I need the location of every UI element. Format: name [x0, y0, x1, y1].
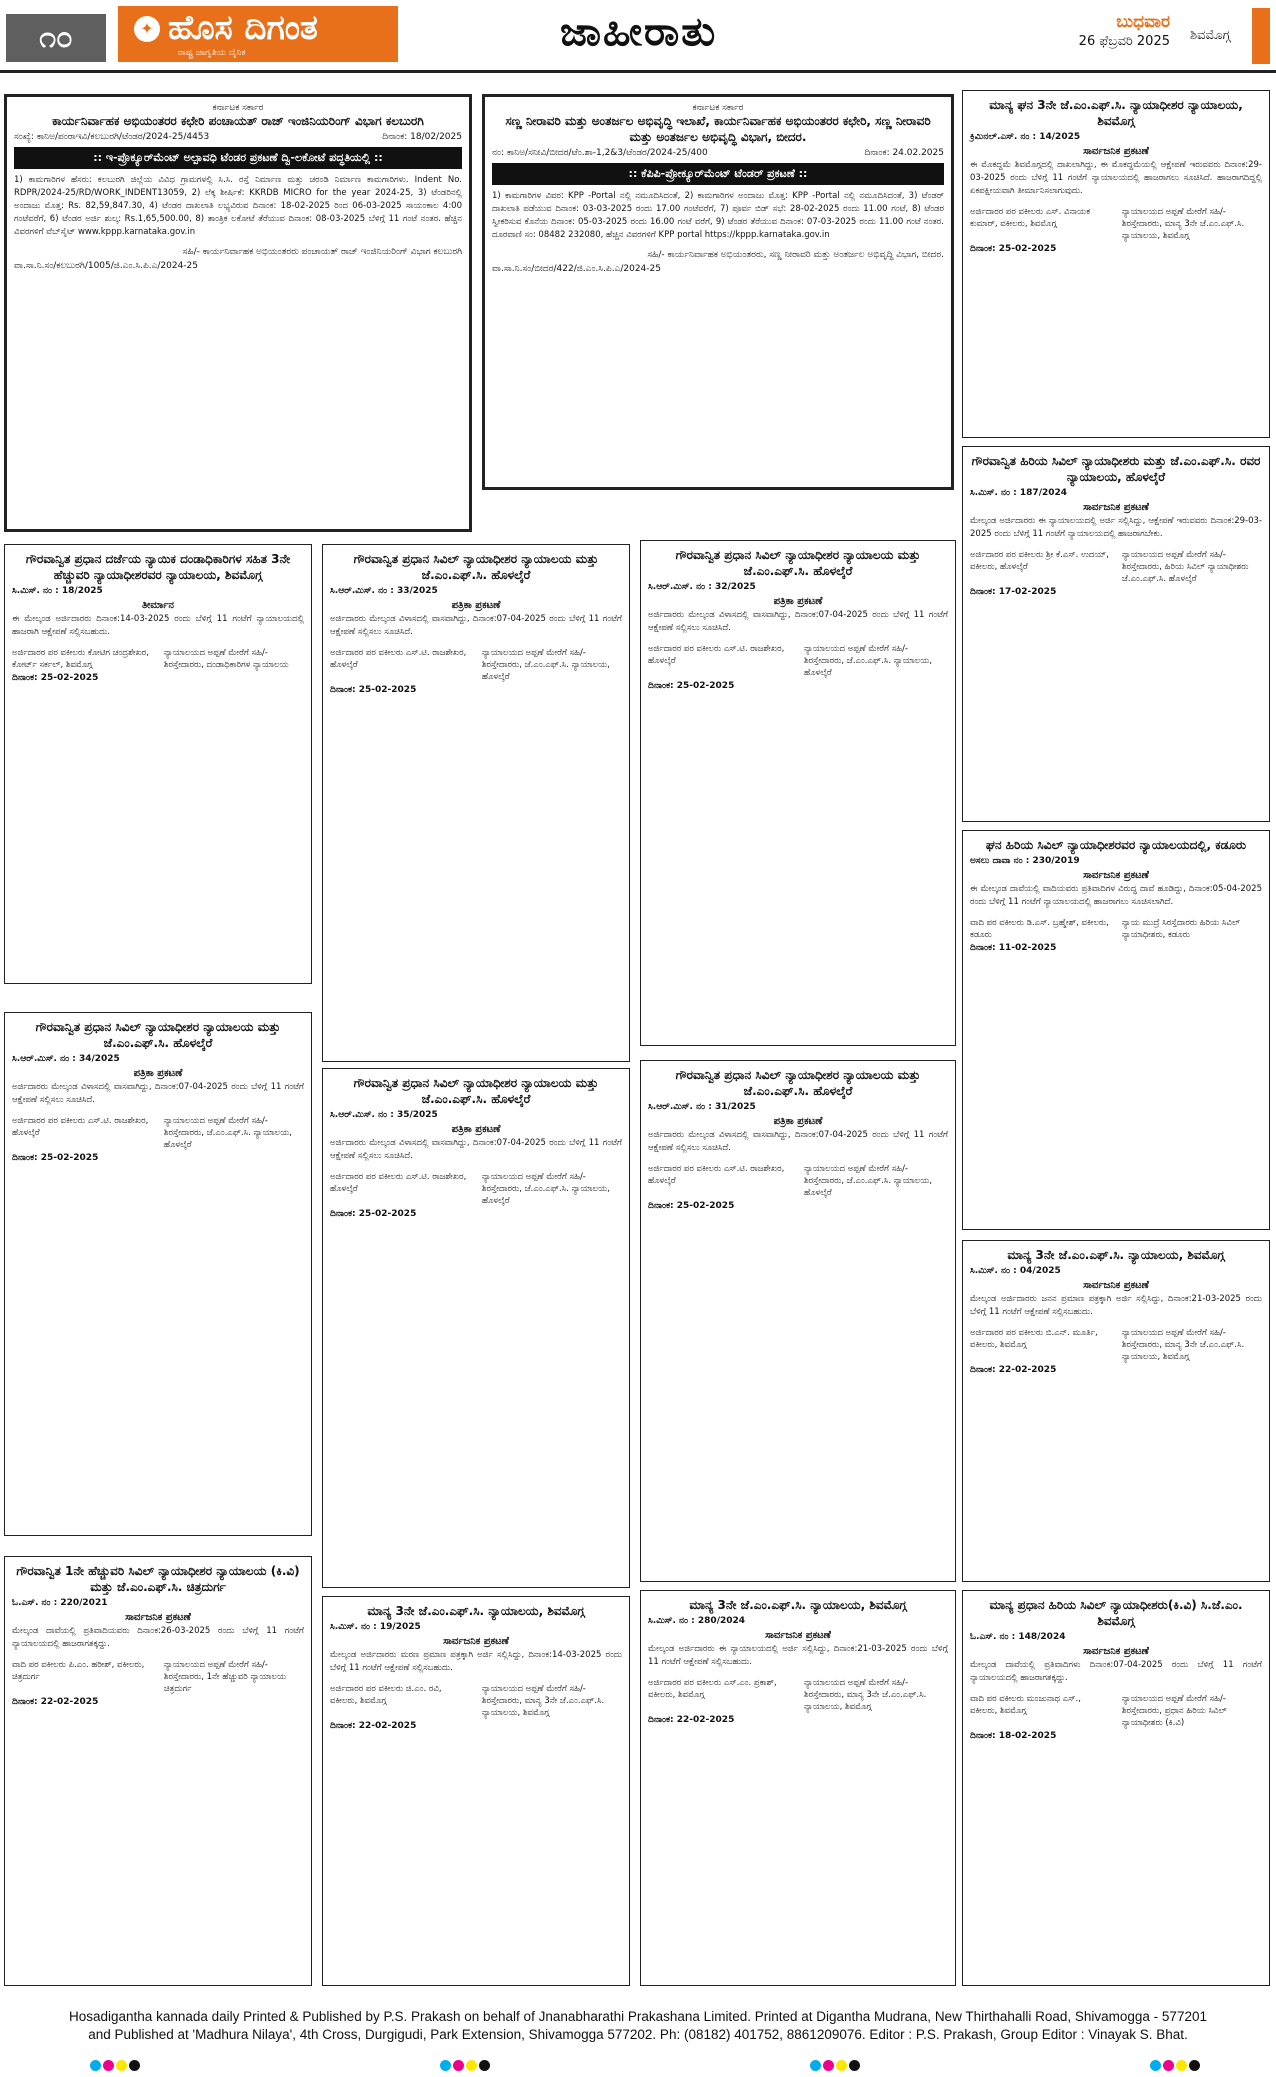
notice-title: ಸಾರ್ವಜನಿಕ ಪ್ರಕಟಣೆ: [1083, 1646, 1149, 1657]
tender-notice-kalaburagi: [4, 94, 472, 532]
case-number: ಅಸಲು ದಾವಾ ನಂ : 230/2019: [970, 856, 1080, 866]
advocate-signature: ಅರ್ಜಿದಾರರ ಪರ ವಕೀಲರು ಎಸ್.ಎಂ. ಪ್ರಕಾಶ್, ವಕೀಲರು, ಶಿವಮೊಗ್ಗ: [648, 1678, 777, 1700]
case-number: ಸಿ.ಆರ್.ಮಿಸ್. ನಂ : 31/2025: [648, 1102, 756, 1112]
notice-date: ದಿನಾಂಕ: 22-02-2025: [330, 1721, 417, 1731]
court-name: ಮಾನ್ಯ ಪ್ರಧಾನ ಹಿರಿಯ ಸಿವಿಲ್ ನ್ಯಾಯಾಧೀಶರು(ಕಿ.ವಿ) ಸಿ.ಜೆ.ಎಂ. ಶಿವಮೊಗ್ಗ: [989, 1598, 1243, 1628]
notice-title: ಪತ್ರಿಕಾ ಪ್ರಕಟಣೆ: [773, 596, 823, 607]
case-number: ಸಿ.ಮಿಸ್. ನಂ : 187/2024: [970, 488, 1068, 498]
court-notice: [962, 1240, 1270, 1582]
court-name: ಗೌರವಾನ್ವಿತ ಪ್ರಧಾನ ಸಿವಿಲ್ ನ್ಯಾಯಾಧೀಶರ ನ್ಯಾಯಾಲಯ ಮತ್ತು ಜೆ.ಎಂ.ಎಫ್.ಸಿ. ಹೊಳಲ್ಕೆರೆ: [35, 1020, 281, 1050]
court-signature: ನ್ಯಾಯಾಲಯದ ಅಪ್ಪಣೆ ಮೇರೆಗೆ ಸಹಿ/- ಶಿರಸ್ತೇದಾರರು, ಹಿರಿಯ ಸಿವಿಲ್ ನ್ಯಾಯಾಧೀಶರು ಜೆ.ಎಂ.ಎಫ್.ಸಿ. ಹೊಳಲ್ಕೆರೆ: [1121, 550, 1249, 584]
day: ಬುಧವಾರ: [1116, 12, 1170, 32]
case-number: ಸಿ.ಮಿಸ್. ನಂ : 18/2025: [12, 586, 103, 596]
advocate-signature: ವಾದಿ ಪರ ವಕೀಲರು ಪಿ.ಎಂ. ಹರೀಶ್, ವಕೀಲರು, ಚಿತ್ರದುರ್ಗ: [12, 1660, 145, 1682]
tender-ref: [492, 148, 944, 158]
court-signature: ನ್ಯಾಯಾಲಯದ ಅಪ್ಪಣೆ ಮೇರೆಗೆ ಸಹಿ/- ಶಿರಸ್ತೇದಾರರು, ಮಾನ್ಯ 3ನೇ ಜೆ.ಎಂ.ಎಫ್.ಸಿ. ನ್ಯಾಯಾಲಯ, ಶಿವಮೊಗ್ಗ: [1121, 207, 1245, 241]
tender-banner: :: ಕೆಪಿಪಿ-ಪ್ರೋಕ್ಯೂರ್‌ಮೆಂಟ್ ಟೆಂಡರ್ ಪ್ರಕಟಣೆ ::: [492, 163, 944, 185]
case-number: ಸಿ.ಆರ್.ಮಿಸ್. ನಂ : 32/2025: [648, 582, 756, 592]
advocate-signature: ಅರ್ಜಿದಾರರ ಪರ ವಕೀಲರು ಎಸ್. ವಿನಾಯಕ ಕುಮಾರ್, ವಕೀಲರು, ಶಿವಮೊಗ್ಗ: [970, 207, 1091, 229]
advocate-signature: ವಾದಿ ಪರ ವಕೀಲರು ಡಿ.ಎಸ್. ಬ್ರಹ್ಮೇಶ್, ವಕೀಲರು, ಕಡೂರು: [970, 918, 1109, 940]
tender-footer-ref: ವಾ.ಸಾ.ನಿ.ಸಂ/ಬೀದರ/422/ಜಿ.ಎಂ.ಸಿ.ಪಿ.ಎ/2024-25: [492, 264, 661, 274]
court-signature: ನ್ಯಾಯಾಲಯದ ಅಪ್ಪಣೆ ಮೇರೆಗೆ ಸಹಿ/- ಶಿರಸ್ತೇದಾರರು, ಮಾನ್ಯ 3ನೇ ಜೆ.ಎಂ.ಎಫ್.ಸಿ. ನ್ಯಾಯಾಲಯ, ಶಿವಮೊಗ್ಗ: [804, 1678, 927, 1712]
imprint-line: [0, 2008, 1276, 2044]
notice-signatures: [970, 549, 1262, 585]
advocate-signature: ಅರ್ಜಿದಾರರ ಪರ ವಕೀಲರು ಬಿ.ಎನ್. ಮೂರ್ತಿ, ವಕೀಲರು, ಶಿವಮೊಗ್ಗ: [970, 1328, 1098, 1350]
notice-signatures: [330, 1683, 622, 1719]
registration-marks: [90, 2060, 140, 2071]
advocate-signature: ಅರ್ಜಿದಾರರ ಪರ ವಕೀಲರು ಎಸ್.ಟಿ. ರಾಜಶೇಖರ, ಹೊಳಲ್ಕೆರೆ: [330, 1172, 467, 1194]
date: 26 ಫೆಬ್ರವರಿ 2025: [1078, 34, 1170, 49]
imprint-line-2: and Published at 'Madhura Nilaya', 4th Cross, Durgigudi, Park Extension, Shivamogga 577202. Ph: (08182) 401752, 8861209076. Editor : P.S. Prakash, Group Editor : Vinayak S. Bhat.: [88, 2027, 1188, 2042]
tender-footer-ref: ವಾ.ಸಾ.ನಿ.ಸಂ/ಕಲಬುರಗಿ/1005/ಜಿ.ಎಂ.ಸಿ.ಪಿ.ಎ/2024-25: [14, 261, 199, 271]
notice-signatures: [970, 206, 1262, 242]
court-name: ಗೌರವಾನ್ವಿತ ಪ್ರಧಾನ ಸಿವಿಲ್ ನ್ಯಾಯಾಧೀಶರ ನ್ಯಾಯಾಲಯ ಮತ್ತು ಜೆ.ಎಂ.ಎಫ್.ಸಿ. ಹೊಳಲ್ಕೆರೆ: [675, 1068, 921, 1098]
section-title: ಜಾಹೀರಾತು: [560, 8, 718, 55]
notice-date: ದಿನಾಂಕ: 22-02-2025: [12, 1697, 99, 1707]
advocate-signature: ಅರ್ಜಿದಾರರ ಪರ ವಕೀಲರು ಎಸ್.ಟಿ. ರಾಜಶೇಖರ, ಹೊಳಲ್ಕೆರೆ: [648, 644, 785, 666]
ref-date: ದಿನಾಂಕ: 24.02.2025: [864, 148, 944, 158]
notice-body: ಮೇಲ್ಕಂಡ ಅರ್ಜಿದಾರರು ಈ ನ್ಯಾಯಾಲಯದಲ್ಲಿ ಅರ್ಜಿ ಸಲ್ಲಿಸಿದ್ದು, ಆಕ್ಷೇಪಣೆ ಇರುವವರು ದಿನಾಂಕ:29-03-2025 ರಂದು ಬೆಳಿಗ್ಗೆ 11 ಗಂಟೆಗೆ ನ್ಯಾಯಾಲಯದಲ್ಲಿ ಹಾಜರಾಗಬೇಕು.: [970, 516, 1262, 539]
edition-city: ಶಿವಮೊಗ್ಗ: [1190, 28, 1231, 43]
notice-body: ಈ ಮೊಕದ್ದಮೆ ಶಿವಮೊಗ್ಗದಲ್ಲಿ ದಾಖಲಾಗಿದ್ದು, ಈ ಮೊಕದ್ದಮೆಯಲ್ಲಿ ಆಕ್ಷೇಪಣೆ ಇರುವವರು ದಿನಾಂಕ:29-03-2025 ರಂದು ಬೆಳಿಗ್ಗೆ 11 ಗಂಟೆಗೆ ನ್ಯಾಯಾಲಯದಲ್ಲಿ ಹಾಜರಾಗಲು ಸೂಚಿಸಿದೆ. ಹಾಜರಾಗದಿದ್ದಲ್ಲಿ ಏಕಪಕ್ಷೀಯವಾಗಿ ತೀರ್ಮಾನಿಸಲಾಗುವುದು.: [970, 160, 1262, 196]
court-signature: ನ್ಯಾಯಾಲಯದ ಅಪ್ಪಣೆ ಮೇರೆಗೆ ಸಹಿ/- ಶಿರಸ್ತೇದಾರರು, 1ನೇ ಹೆಚ್ಚುವರಿ ನ್ಯಾಯಾಲಯ ಚಿತ್ರದುರ್ಗ: [163, 1660, 287, 1694]
notice-date: ದಿನಾಂಕ: 25-02-2025: [970, 244, 1057, 254]
advocate-signature: ವಾದಿ ಪರ ವಕೀಲರು ಮಂಜುನಾಥ ಎಸ್., ವಕೀಲರು, ಶಿವಮೊಗ್ಗ: [970, 1694, 1081, 1716]
notice-body: ಈ ಮೇಲ್ಕಂಡ ದಾವೆಯಲ್ಲಿ ವಾದಿಯವರು ಪ್ರತಿವಾದಿಗಳ ವಿರುದ್ಧ ದಾವೆ ಹೂಡಿದ್ದು, ದಿನಾಂಕ:05-04-2025 ರಂದು ಬೆಳಿಗ್ಗೆ 11 ಗಂಟೆಗೆ ನ್ಯಾಯಾಲಯದಲ್ಲಿ ಹಾಜರಾಗಲು ಸೂಚಿಸಲಾಗಿದೆ.: [970, 884, 1262, 907]
advocate-signature: ಅರ್ಜಿದಾರರ ಪರ ವಕೀಲರು ಎಸ್.ಟಿ. ರಾಜಶೇಖರ, ಹೊಳಲ್ಕೆರೆ: [12, 1116, 149, 1138]
notice-body: ಅರ್ಜಿದಾರರು ಮೇಲ್ಕಂಡ ವಿಳಾಸದಲ್ಲಿ ವಾಸವಾಗಿದ್ದು, ದಿನಾಂಕ:07-04-2025 ರಂದು ಬೆಳಿಗ್ಗೆ 11 ಗಂಟೆಗೆ ಆಕ್ಷೇಪಣೆ ಸಲ್ಲಿಸಲು ಸೂಚಿಸಿದೆ.: [330, 614, 622, 637]
court-notice: [322, 1596, 630, 1986]
case-number: ಓ.ಎಸ್. ನಂ : 148/2024: [970, 1632, 1066, 1642]
notice-signatures: [970, 917, 1262, 941]
notice-signatures: [12, 1659, 304, 1695]
notice-signatures: [12, 1115, 304, 1151]
newspaper-logo: [118, 6, 398, 62]
tender-title: ಸಣ್ಣ ನೀರಾವರಿ ಮತ್ತು ಅಂತರ್ಜಲ ಅಭಿವೃದ್ಧಿ ಇಲಾಖೆ, ಕಾರ್ಯನಿರ್ವಾಹಕ ಅಭಿಯಂತರರ ಕಛೇರಿ, ಸಣ್ಣ ನೀರಾವರಿ ಮತ್ತು ಅಂತರ್ಜಲ ಅಭಿವೃದ್ಧಿ ವಿಭಾಗ, ಬೀದರ.: [505, 114, 931, 144]
notice-body: ಮೇಲ್ಕಂಡ ಅರ್ಜಿದಾರರು ಜನನ ಪ್ರಮಾಣ ಪತ್ರಕ್ಕಾಗಿ ಅರ್ಜಿ ಸಲ್ಲಿಸಿದ್ದು, ದಿನಾಂಕ:21-03-2025 ರಂದು ಬೆಳಿಗ್ಗೆ 11 ಗಂಟೆಗೆ ಆಕ್ಷೇಪಣೆ ಸಲ್ಲಿಸಬಹುದು.: [970, 1294, 1262, 1317]
notice-title: ಪತ್ರಿಕಾ ಪ್ರಕಟಣೆ: [133, 1068, 183, 1079]
advocate-signature: ಅರ್ಜಿದಾರರ ಪರ ವಕೀಲರು ಜಿ.ಎಂ. ರವಿ, ವಕೀಲರು, ಶಿವಮೊಗ್ಗ: [330, 1684, 442, 1706]
notice-title: ಸಾರ್ವಜನಿಕ ಪ್ರಕಟಣೆ: [1083, 870, 1149, 881]
logo-text: ಹೊಸ ದಿಗಂತ: [168, 8, 318, 48]
court-notice: [640, 540, 956, 1046]
case-number: ಸಿ.ಆರ್.ಮಿಸ್. ನಂ : 34/2025: [12, 1054, 120, 1064]
court-notice: [322, 1068, 630, 1588]
court-notice: [640, 1060, 956, 1582]
notice-date: ದಿನಾಂಕ: 25-02-2025: [12, 673, 99, 683]
tender-signature: ಸಹಿ/- ಕಾರ್ಯನಿರ್ವಾಹಕ ಅಭಿಯಂತರರು ಪಂಚಾಯತ್ ರಾಜ್ ಇಂಜಿನಿಯರಿಂಗ್ ವಿಭಾಗ ಕಲಬುರಗಿ: [182, 247, 462, 257]
court-notice: [4, 1556, 312, 1986]
court-name: ಗೌರವಾನ್ವಿತ ಪ್ರಧಾನ ಸಿವಿಲ್ ನ್ಯಾಯಾಧೀಶರ ನ್ಯಾಯಾಲಯ ಮತ್ತು ಜೆ.ಎಂ.ಎಫ್.ಸಿ. ಹೊಳಲ್ಕೆರೆ: [675, 548, 921, 578]
tender-title: ಕಾರ್ಯನಿರ್ವಾಹಕ ಅಭಿಯಂತರರ ಕಛೇರಿ ಪಂಚಾಯತ್ ರಾಜ್ ಇಂಜಿನಿಯರಿಂಗ್ ವಿಭಾಗ ಕಲಬುರಗಿ: [52, 114, 424, 128]
court-name: ಮಾನ್ಯ 3ನೇ ಜೆ.ಎಂ.ಎಫ್.ಸಿ. ನ್ಯಾಯಾಲಯ, ಶಿವಮೊಗ್ಗ: [1007, 1248, 1225, 1262]
tender-ref: [14, 132, 462, 142]
notice-signatures: [330, 647, 622, 683]
case-number: ಓ.ಎಸ್. ನಂ : 220/2021: [12, 1598, 108, 1608]
notice-date: ದಿನಾಂಕ: 22-02-2025: [970, 1365, 1057, 1375]
notice-signatures: [970, 1327, 1262, 1363]
logo-tagline: ರಾಷ್ಟ್ರ ಜಾಗೃತಿಯ ದೈನಿಕ: [178, 48, 246, 58]
notice-signatures: [970, 1693, 1262, 1729]
masthead: [0, 0, 1276, 73]
court-name: ಗೌರವಾನ್ವಿತ ಪ್ರಧಾನ ಸಿವಿಲ್ ನ್ಯಾಯಾಧೀಶರ ನ್ಯಾಯಾಲಯ ಮತ್ತು ಜೆ.ಎಂ.ಎಫ್.ಸಿ. ಹೊಳಲ್ಕೆರೆ: [353, 1076, 599, 1106]
notice-title: ತೀರ್ಮಾನ: [142, 600, 174, 611]
notice-date: ದಿನಾಂಕ: 25-02-2025: [330, 685, 417, 695]
tender-body: 1) ಕಾಮಗಾರಿಗಳ ಹೆಸರು: ಕಲಬುರಗಿ ಜಿಲ್ಲೆಯ ವಿವಿಧ ಗ್ರಾಮಗಳಲ್ಲಿ ಸಿ.ಸಿ. ರಸ್ತೆ ನಿರ್ಮಾಣ ಮತ್ತು ಚರಂಡಿ ನಿರ್ಮಾಣ ಕಾಮಗಾರಿಗಳು. Indent No. RDPR/2024-25/RD/WORK_INDENT13059, 2) ಲೆಕ್ಕ ಶೀರ್ಷಿಕೆ: KKRDB MICRO for the year 2024-25, 3) ಟೆಂಡರಿನಲ್ಲಿ ಅಂದಾಜು ಮೊತ್ತ: Rs. 82,59,847.30, 4) ಟೆಂಡರ ದಾಖಲಾತಿ ಲಭ್ಯವಿರುವ ದಿನಾಂಕ: 18-02-2025 ರಿಂದ 06-03-2025 ಸಾಯಂಕಾಲ 4:00 ಗಂಟೆವರೆಗೆ, 6) ಟೆಂಡರ ಅರ್ಜಿ ಶುಲ್ಕ: Rs.1,65,500.00, 8) ತಾಂತ್ರಿಕ ಲಕೋಟೆ ತೆರೆಯುವ ದಿನಾಂಕ: 08-03-2025 ಬೆಳಿಗ್ಗೆ 11 ಗಂಟೆ ನಂತರ. ಹೆಚ್ಚಿನ ವಿವರಗಳಿಗೆ ವೆಬ್‌ಸೈಟ್ www.kppp.karnataka.gov.in: [14, 175, 462, 237]
court-signature: ನ್ಯಾಯ ಮುದ್ರೆ ಸಿರಸ್ತೆದಾರರು ಹಿರಿಯ ಸಿವಿಲ್ ನ್ಯಾಯಾಧೀಶರು, ಕಡೂರು: [1121, 918, 1241, 940]
court-notice: [4, 1012, 312, 1536]
court-signature: ನ್ಯಾಯಾಲಯದ ಅಪ್ಪಣೆ ಮೇರೆಗೆ ಸಹಿ/- ಶಿರಸ್ತೇದಾರರು, ಪ್ರಧಾನ ಹಿರಿಯ ಸಿವಿಲ್ ನ್ಯಾಯಾಧೀಶರು (ಕಿ.ವಿ): [1121, 1694, 1227, 1728]
notice-body: ಮೇಲ್ಕಂಡ ಅರ್ಜಿದಾರರು ಈ ನ್ಯಾಯಾಲಯದಲ್ಲಿ ಅರ್ಜಿ ಸಲ್ಲಿಸಿದ್ದು, ದಿನಾಂಕ:21-03-2025 ರಂದು ಬೆಳಿಗ್ಗೆ 11 ಗಂಟೆಗೆ ಆಕ್ಷೇಪಣೆ ಸಲ್ಲಿಸಬಹುದು.: [648, 1644, 948, 1667]
notice-date: ದಿನಾಂಕ: 18-02-2025: [970, 1731, 1057, 1741]
registration-marks: [810, 2060, 860, 2071]
advocate-signature: ಅರ್ಜಿದಾರರ ಪರ ವಕೀಲರು ಎಸ್.ಟಿ. ರಾಜಶೇಖರ, ಹೊಳಲ್ಕೆರೆ: [648, 1164, 785, 1186]
court-name: ಗೌರವಾನ್ವಿತ ಪ್ರಧಾನ ಸಿವಿಲ್ ನ್ಯಾಯಾಧೀಶರ ನ್ಯಾಯಾಲಯ ಮತ್ತು ಜೆ.ಎಂ.ಎಫ್.ಸಿ. ಹೊಳಲ್ಕೆರೆ: [353, 552, 599, 582]
court-notice: [962, 90, 1270, 438]
notice-body: ಈ ಮೇಲ್ಕಂಡ ಅರ್ಜಿದಾರರು ದಿನಾಂಕ:14-03-2025 ರಂದು ಬೆಳಿಗ್ಗೆ 11 ಗಂಟೆಗೆ ನ್ಯಾಯಾಲಯದಲ್ಲಿ ಹಾಜರಾಗಿ ಆಕ್ಷೇಪಣೆ ಸಲ್ಲಿಸಬಹುದು.: [12, 614, 304, 637]
notice-signatures: [648, 1163, 948, 1199]
notice-signatures: [648, 643, 948, 679]
notice-date: ದಿನಾಂಕ: 25-02-2025: [12, 1153, 99, 1163]
notice-title: ಸಾರ್ವಜನಿಕ ಪ್ರಕಟಣೆ: [1083, 502, 1149, 513]
court-signature: ನ್ಯಾಯಾಲಯದ ಅಪ್ಪಣೆ ಮೇರೆಗೆ ಸಹಿ/- ಶಿರಸ್ತೇದಾರರು, ಮಾನ್ಯ 3ನೇ ಜೆ.ಎಂ.ಎಫ್.ಸಿ. ನ್ಯಾಯಾಲಯ, ಶಿವಮೊಗ್ಗ: [481, 1684, 605, 1718]
case-number: ಸಿ.ಆರ್.ಮಿಸ್. ನಂ : 33/2025: [330, 586, 438, 596]
court-name: ಗೌರವಾನ್ವಿತ ಪ್ರಧಾನ ದರ್ಜೆಯ ನ್ಯಾಯಿಕ ದಂಡಾಧಿಕಾರಿಗಳ ಸಹಿತ 3ನೇ ಹೆಚ್ಚುವರಿ ನ್ಯಾಯಾಧೀಶರವರ ನ್ಯಾಯಾಲಯ, ಶಿವಮೊಗ್ಗ: [25, 552, 291, 582]
court-notice: [962, 1590, 1270, 1986]
notice-date: ದಿನಾಂಕ: 17-02-2025: [970, 587, 1057, 597]
page-number: ೧೦: [6, 14, 106, 62]
case-number: ಸಿ.ಮಿಸ್. ನಂ : 04/2025: [970, 1266, 1061, 1276]
govt-label: ಕರ್ನಾಟಕ ಸರ್ಕಾರ: [692, 103, 744, 113]
notice-title: ಪತ್ರಿಕಾ ಪ್ರಕಟಣೆ: [773, 1116, 823, 1127]
notice-body: ಅರ್ಜಿದಾರರು ಮೇಲ್ಕಂಡ ವಿಳಾಸದಲ್ಲಿ ವಾಸವಾಗಿದ್ದು, ದಿನಾಂಕ:07-04-2025 ರಂದು ಬೆಳಿಗ್ಗೆ 11 ಗಂಟೆಗೆ ಆಕ್ಷೇಪಣೆ ಸಲ್ಲಿಸಲು ಸೂಚಿಸಿದೆ.: [648, 610, 948, 633]
notice-date: ದಿನಾಂಕ: 25-02-2025: [330, 1209, 417, 1219]
court-signature: ನ್ಯಾಯಾಲಯದ ಅಪ್ಪಣೆ ಮೇರೆಗೆ ಸಹಿ/- ಶಿರಸ್ತೇದಾರರು, ಜೆ.ಎಂ.ಎಫ್.ಸಿ. ನ್ಯಾಯಾಲಯ, ಹೊಳಲ್ಕೆರೆ: [804, 1164, 933, 1198]
notice-title: ಪತ್ರಿಕಾ ಪ್ರಕಟಣೆ: [451, 1124, 501, 1135]
case-number: ಸಿ.ಮಿಸ್. ನಂ : 19/2025: [330, 1622, 421, 1632]
govt-label: ಕರ್ನಾಟಕ ಸರ್ಕಾರ: [212, 103, 264, 113]
lamp-icon: ✦: [134, 16, 160, 42]
notice-title: ಸಾರ್ವಜನಿಕ ಪ್ರಕಟಣೆ: [1083, 1280, 1149, 1291]
court-signature: ನ್ಯಾಯಾಲಯದ ಅಪ್ಪಣೆ ಮೇರೆಗೆ ಸಹಿ/- ಶಿರಸ್ತೇದಾರರು, ಜೆ.ಎಂ.ಎಫ್.ಸಿ. ನ್ಯಾಯಾಲಯ, ಹೊಳಲ್ಕೆರೆ: [481, 648, 610, 682]
notice-date: ದಿನಾಂಕ: 22-02-2025: [648, 1715, 735, 1725]
court-signature: ನ್ಯಾಯಾಲಯದ ಅಪ್ಪಣೆ ಮೇರೆಗೆ ಸಹಿ/- ಶಿರಸ್ತೇದಾರರು, ಜೆ.ಎಂ.ಎಫ್.ಸಿ. ನ್ಯಾಯಾಲಯ, ಹೊಳಲ್ಕೆರೆ: [163, 1116, 292, 1150]
notice-title: ಸಾರ್ವಜನಿಕ ಪ್ರಕಟಣೆ: [125, 1612, 191, 1623]
court-signature: ನ್ಯಾಯಾಲಯದ ಅಪ್ಪಣೆ ಮೇರೆಗೆ ಸಹಿ/- ಶಿರಸ್ತೇದಾರರು, ಜೆ.ಎಂ.ಎಫ್.ಸಿ. ನ್ಯಾಯಾಲಯ, ಹೊಳಲ್ಕೆರೆ: [481, 1172, 610, 1206]
ref-number: ನಂ: ಕಾನಿಅ/ಸನೀವಿ/ಬೀದರ/ಟೆಂ.ಶಾ-1,2&3/ಟೆಂಡರ/2024-25/400: [492, 148, 708, 158]
advocate-signature: ಅರ್ಜಿದಾರರ ಪರ ವಕೀಲರು ಶ್ರೀ ಕೆ.ಎಸ್. ಉದಯ್, ವಕೀಲರು, ಹೊಳಲ್ಕೆರೆ: [970, 550, 1109, 572]
notice-title: ಪತ್ರಿಕಾ ಪ್ರಕಟಣೆ: [451, 600, 501, 611]
case-number: ಸಿ.ಮಿಸ್. ನಂ : 280/2024: [648, 1616, 746, 1626]
court-notice: [962, 446, 1270, 822]
court-signature: ನ್ಯಾಯಾಲಯದ ಅಪ್ಪಣೆ ಮೇರೆಗೆ ಸಹಿ/- ಶಿರಸ್ತೇದಾರರು, ಮಾನ್ಯ 3ನೇ ಜೆ.ಎಂ.ಎಫ್.ಸಿ. ನ್ಯಾಯಾಲಯ, ಶಿವಮೊಗ್ಗ: [1121, 1328, 1245, 1362]
court-name: ಘನ ಹಿರಿಯ ಸಿವಿಲ್ ನ್ಯಾಯಾಧೀಶರವರ ನ್ಯಾಯಾಲಯದಲ್ಲಿ, ಕಡೂರು: [985, 838, 1247, 852]
accent-bar: [1252, 8, 1270, 64]
advocate-signature: ಅರ್ಜಿದಾರರ ಪರ ವಕೀಲರು ಎಸ್.ಟಿ. ರಾಜಶೇಖರ, ಹೊಳಲ್ಕೆರೆ: [330, 648, 467, 670]
registration-marks: [1150, 2060, 1200, 2071]
court-name: ಮಾನ್ಯ 3ನೇ ಜೆ.ಎಂ.ಎಫ್.ಸಿ. ನ್ಯಾಯಾಲಯ, ಶಿವಮೊಗ್ಗ: [689, 1598, 907, 1612]
court-notice: [4, 544, 312, 984]
court-signature: ನ್ಯಾಯಾಲಯದ ಅಪ್ಪಣೆ ಮೇರೆಗೆ ಸಹಿ/- ಶಿರಸ್ತೇದಾರರು, ಜೆ.ಎಂ.ಎಫ್.ಸಿ. ನ್ಯಾಯಾಲಯ, ಹೊಳಲ್ಕೆರೆ: [804, 644, 933, 678]
notice-signatures: [12, 647, 304, 671]
court-notice: [322, 544, 630, 1062]
notice-title: ಸಾರ್ವಜನಿಕ ಪ್ರಕಟಣೆ: [765, 1630, 831, 1641]
court-notice: [640, 1590, 956, 1986]
tender-notice-bidar: [482, 94, 954, 490]
court-signature: ನ್ಯಾಯಾಲಯದ ಅಪ್ಪಣೆ ಮೇರೆಗೆ ಸಹಿ/- ಶಿರಸ್ತೇದಾರರು, ದಂಡಾಧಿಕಾರಿಗಳ ನ್ಯಾಯಾಲಯ: [163, 648, 289, 670]
notice-signatures: [330, 1171, 622, 1207]
tender-body: 1) ಕಾಮಗಾರಿಗಳ ವಿವರ: KPP -Portal ನಲ್ಲಿ ನಮೂದಿಸಿದಂತೆ, 2) ಕಾಮಗಾರಿಗಳ ಅಂದಾಜು ಮೊತ್ತ: KPP -Portal ನಲ್ಲಿ ನಮೂದಿಸಿದಂತೆ, 3) ಟೆಂಡರ್ ದಾಖಲಾತಿ ಪಡೆಯುವ ದಿನಾಂಕ: 03-03-2025 ರಂದು 17.00 ಗಂಟೆವರೆಗೆ, 7) ಪೂರ್ವ ಬಿಡ್ ಸಭೆ: 28-02-2025 ರಂದು 11.00 ಗಂಟೆ, 8) ಟೆಂಡರ ಸ್ವೀಕರಿಸುವ ಕೊನೆಯ ದಿನಾಂಕ: 05-03-2025 ರಂದು 16.00 ಗಂಟೆ ವರೆಗೆ, 9) ಟೆಂಡರ ತೆರೆಯುವ ದಿನಾಂಕ: 07-03-2025 ರಂದು 11.00 ಗಂಟೆ ನಂತರ. ದೂರವಾಣಿ ಸಂ: 08482 232080, ಹೆಚ್ಚಿನ ವಿವರಗಳಿಗೆ KPP portal https://kppp.karnataka.gov.in: [492, 191, 944, 240]
tender-banner: :: ಇ-ಪ್ರೊಕ್ಯೂರ್‌ಮೆಂಟ್ ಅಲ್ಪಾವಧಿ ಟೆಂಡರ ಪ್ರಕಟಣೆ ದ್ವಿ-ಲಕೋಟೆ ಪದ್ಧತಿಯಲ್ಲಿ ::: [14, 147, 462, 169]
notice-body: ಅರ್ಜಿದಾರರು ಮೇಲ್ಕಂಡ ವಿಳಾಸದಲ್ಲಿ ವಾಸವಾಗಿದ್ದು, ದಿನಾಂಕ:07-04-2025 ರಂದು ಬೆಳಿಗ್ಗೆ 11 ಗಂಟೆಗೆ ಆಕ್ಷೇಪಣೆ ಸಲ್ಲಿಸಲು ಸೂಚಿಸಿದೆ.: [648, 1130, 948, 1153]
advocate-signature: ಅರ್ಜಿದಾರರ ಪರ ವಕೀಲರು ಕೋಟಿಗ ಚಂದ್ರಶೇಖರ, ಕೋರ್ಟ್ ಸರ್ಕಲ್, ಶಿವಮೊಗ್ಗ: [12, 648, 149, 670]
court-name: ಗೌರವಾನ್ವಿತ 1ನೇ ಹೆಚ್ಚುವರಿ ಸಿವಿಲ್ ನ್ಯಾಯಾಧೀಶರ ನ್ಯಾಯಾಲಯ (ಕಿ.ವಿ) ಮತ್ತು ಜೆ.ಎಂ.ಎಫ್.ಸಿ. ಚಿತ್ರದುರ್ಗ: [16, 1564, 300, 1594]
notice-body: ಮೇಲ್ಕಂಡ ಅರ್ಜಿದಾರರು ಮರಣ ಪ್ರಮಾಣ ಪತ್ರಕ್ಕಾಗಿ ಅರ್ಜಿ ಸಲ್ಲಿಸಿದ್ದು, ದಿನಾಂಕ:14-03-2025 ರಂದು ಬೆಳಿಗ್ಗೆ 11 ಗಂಟೆಗೆ ಆಕ್ಷೇಪಣೆ ಸಲ್ಲಿಸಬಹುದು.: [330, 1650, 622, 1673]
notice-date: ದಿನಾಂಕ: 25-02-2025: [648, 1201, 735, 1211]
notice-body: ಮೇಲ್ಕಂಡ ದಾವೆಯಲ್ಲಿ ಪ್ರತಿವಾದಿಯವರು ದಿನಾಂಕ:26-03-2025 ರಂದು ಬೆಳಿಗ್ಗೆ 11 ಗಂಟೆಗೆ ನ್ಯಾಯಾಲಯದಲ್ಲಿ ಹಾಜರಾಗತಕ್ಕದ್ದು.: [12, 1626, 304, 1649]
notice-body: ಮೇಲ್ಕಂಡ ದಾವೆಯಲ್ಲಿ ಪ್ರತಿವಾದಿಗಳು ದಿನಾಂಕ:07-04-2025 ರಂದು ಬೆಳಿಗ್ಗೆ 11 ಗಂಟೆಗೆ ನ್ಯಾಯಾಲಯದಲ್ಲಿ ಹಾಜರಾಗತಕ್ಕದ್ದು.: [970, 1660, 1262, 1683]
court-notice: [962, 830, 1270, 1230]
court-name: ಗೌರವಾನ್ವಿತ ಹಿರಿಯ ಸಿವಿಲ್ ನ್ಯಾಯಾಧೀಶರು ಮತ್ತು ಜೆ.ಎಂ.ಎಫ್.ಸಿ. ರವರ ನ್ಯಾಯಾಲಯ, ಹೊಳಲ್ಕೆರೆ: [971, 454, 1261, 484]
case-number: ಕ್ರಿಮಿನಲ್.ಎಸ್. ನಂ : 14/2025: [970, 132, 1081, 142]
notice-body: ಅರ್ಜಿದಾರರು ಮೇಲ್ಕಂಡ ವಿಳಾಸದಲ್ಲಿ ವಾಸವಾಗಿದ್ದು, ದಿನಾಂಕ:07-04-2025 ರಂದು ಬೆಳಿಗ್ಗೆ 11 ಗಂಟೆಗೆ ಆಕ್ಷೇಪಣೆ ಸಲ್ಲಿಸಲು ಸೂಚಿಸಿದೆ.: [12, 1082, 304, 1105]
case-number: ಸಿ.ಆರ್.ಮಿಸ್. ನಂ : 35/2025: [330, 1110, 438, 1120]
imprint-line-1: Hosadigantha kannada daily Printed & Published by P.S. Prakash on behalf of Jnanabharathi Prakashana Limited. Printed at Digantha Mudrana, New Thirthahalli Road, Shivamogga - 577201: [69, 2009, 1207, 2024]
notice-title: ಸಾರ್ವಜನಿಕ ಪ್ರಕಟಣೆ: [443, 1636, 509, 1647]
notice-date: ದಿನಾಂಕ: 25-02-2025: [648, 681, 735, 691]
ref-number: ಸಂಖ್ಯೆ: ಕಾನಿಅ/ಪಂರಾಇವಿ/ಕಲಬುರಗಿ/ಟೆಂಡರ/2024-25/4453: [14, 132, 210, 142]
notice-body: ಅರ್ಜಿದಾರರು ಮೇಲ್ಕಂಡ ವಿಳಾಸದಲ್ಲಿ ವಾಸವಾಗಿದ್ದು, ದಿನಾಂಕ:07-04-2025 ರಂದು ಬೆಳಿಗ್ಗೆ 11 ಗಂಟೆಗೆ ಆಕ್ಷೇಪಣೆ ಸಲ್ಲಿಸಲು ಸೂಚಿಸಿದೆ.: [330, 1138, 622, 1161]
notice-date: ದಿನಾಂಕ: 11-02-2025: [970, 943, 1057, 953]
tender-signature: ಸಹಿ/- ಕಾರ್ಯನಿರ್ವಾಹಕ ಅಭಿಯಂತರರು, ಸಣ್ಣ ನೀರಾವರಿ ಮತ್ತು ಅಂತರ್ಜಲ ಅಭಿವೃದ್ಧಿ ವಿಭಾಗ, ಬೀದರ.: [647, 250, 944, 260]
notice-signatures: [648, 1677, 948, 1713]
ref-date: ದಿನಾಂಕ: 18/02/2025: [382, 132, 462, 142]
court-name: ಮಾನ್ಯ 3ನೇ ಜೆ.ಎಂ.ಎಫ್.ಸಿ. ನ್ಯಾಯಾಲಯ, ಶಿವಮೊಗ್ಗ: [367, 1604, 585, 1618]
registration-marks: [440, 2060, 490, 2071]
dateline: [1060, 12, 1170, 49]
court-name: ಮಾನ್ಯ ಘನ 3ನೇ ಜೆ.ಎಂ.ಎಫ್.ಸಿ. ನ್ಯಾಯಾಧೀಶರ ನ್ಯಾಯಾಲಯ, ಶಿವಮೊಗ್ಗ: [989, 98, 1243, 128]
notice-title: ಸಾರ್ವಜನಿಕ ಪ್ರಕಟಣೆ: [1083, 146, 1149, 157]
